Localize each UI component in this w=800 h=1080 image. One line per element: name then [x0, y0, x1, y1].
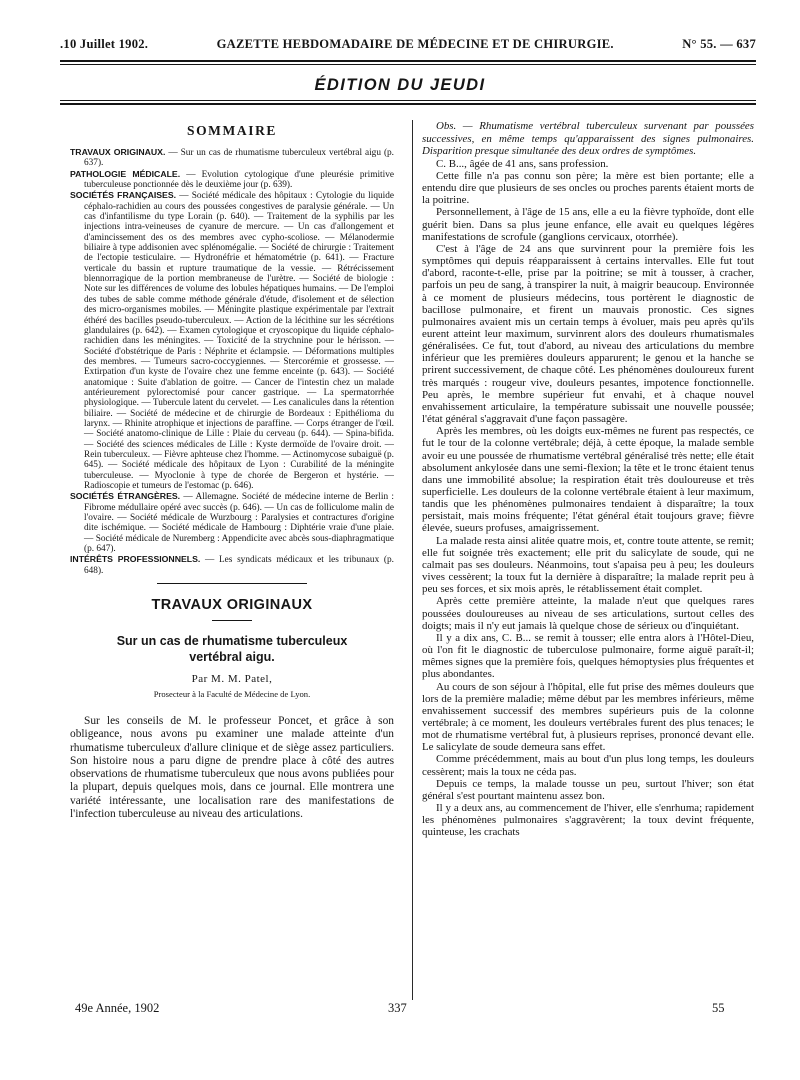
sommaire-title: SOMMAIRE — [186, 123, 278, 138]
article-title-line-1: Sur un cas de rhumatisme tuberculeux — [116, 634, 348, 649]
summary-item — [70, 491, 394, 554]
summary-item-text: — Les syndicats médicaux et les tribunaux (p. 648). — [84, 555, 394, 576]
summary-item-text: — Allemagne. Société de médecine interne de Berlin : Fibrome médullaire opéré avec succès (p. 646). — Un cas de folliculome malin de l'ovaire. — Société médicale de Wurzbourg : Paralysies et contractures d'origine dite ischémique. — Société médicale de Hambourg : Diphtérie vraie d'une plaie. — Société médicale de Nuremberg : Appendicite avec abcès sous-diaphragmatique (p. 647). — [84, 492, 394, 555]
article-paragraph: Après cette première atteinte, la malade n'eut que quelques rares poussées douloureuses au niveau de ses articulations, surtout celles des doigts; mais il n'y eut jamais là quelque chose de sérieux ou d'inquiétant. — [422, 595, 754, 632]
summary-item — [70, 147, 394, 169]
article-paragraph: C. B..., âgée de 41 ans, sans profession. — [436, 157, 609, 170]
left-column — [70, 120, 394, 1000]
summary-list — [70, 147, 394, 576]
summary-item-text: — Société médicale des hôpitaux : Cytologie du liquide céphalo-rachidien au cours des poussées congestives de paralysie générale. — Un cas d'infantilisme du type Lorain (p. 640). — Traitement de la syphilis par les injections intra-veineuses de cyanure de mercure. — Un cas d'allongement et d'amincissement des os des membres avec cypho-scoliose. — Mélanodermie biliaire à type addisonien avec splénomégalie. — Société de chirurgie : Traitement de l'ectopie testiculaire. — Hydronéfrie et hématométrie (p. 641). — Fracture verticale du bassin et rupture traumatique de la vessie. — Rétrécissement blennorragique de la portion membraneuse de l'urètre. — Société de biologie : Note sur les différences de volume des lobules hépatiques humains. — De l'emploi des tubes de sable comme méthode générale d'étude, d'isolement et de sélection des micro-organismes mobiles. — Méningite plastique expérimentale par l'extrait éthéré des bacilles pseudo-tuberculeux. — Action de la lécithine sur les sécrétions glandulaires (p. 642). — Examen cytologique et cryoscopique du liquide céphalo-rachidien dans les méningites. — Toxicité de la strychnine pour le hérisson. — Société d'obstétrique de Paris : Néphrite et éclampsie. — Déformations multiples des membres. — Tumeurs sacro-coccygiennes. — Stercorémie et grossesse. — Extirpation d'un kyste de l'ovaire chez une femme enceinte (p. 643). — Société anatomique : Suite d'ablation de goitre. — Cancer de l'intestin chez un malade antérieurement pylorectomisé pour cancer gastrique. — La spermatorrhée physiologique. — Tubercule latent du cervelet. — Les canalicules dans la rétention biliaire. — Société de médecine et de chirurgie de Bordeaux : Epithélioma du larynx. — Rhinite atrophique et injections de paraffine. — Corps étranger de l'œil. — Société anatomo-clinique de Lille : Plaie du cerveau (p. 644). — Spina-bifida. — Société des sciences médicales de Lille : Kyste dermoïde de l'ovaire droit. — Rein tuberculeux. — Fièvre aphteuse chez l'homme. — Actinomycose subaiguë (p. 645). — Société médicale des hôpitaux de Lyon : Curabilité de la méningite tuberculeuse. — Myoclonie à type de chorée de Bergeron et hystérie. — Radioscopie et tumeurs de l'estomac (p. 646). — [84, 191, 394, 491]
header-rule-thin — [60, 64, 756, 65]
summary-item — [70, 554, 394, 576]
summary-item-heading: TRAVAUX ORIGINAUX. — [70, 147, 166, 157]
article-paragraph: Personnellement, à l'âge de 15 ans, elle a eu la fièvre typhoïde, dont elle guérit bien. Dans sa plus jeune enfance, elle avait eu quelques légères manifestations de scrofule (ganglions cervicaux, otorrhée). — [422, 206, 754, 243]
footer-sheet-number: 55 — [712, 1001, 725, 1015]
article-paragraph: Il y a deux ans, au commencement de l'hiver, elle s'enrhuma; rapidement les phénomènes pulmonaires s'aggravèrent; la toux devint fréquente, quinteuse, les crachats — [422, 802, 754, 839]
header-issue-page: N° 55. — 637 — [682, 37, 756, 51]
summary-item-heading: SOCIÉTÉS ÉTRANGÈRES. — [70, 491, 181, 502]
section-separator — [157, 583, 307, 584]
section-title-rule — [212, 620, 252, 621]
edition-rule-thick — [60, 103, 756, 105]
summary-item — [70, 169, 394, 191]
article-paragraph: Au cours de son séjour à l'hôpital, elle fut prise des mêmes douleurs que lors de la première maladie; même début par les membres inférieurs, même envahissement successif des membres supérieurs puis de la colonne vertébrale; à ce moment, les douleurs vertébrales furent des plus tenaces; le mot de rhumatisme vertébral fut, à plusieurs reprises, prononcé devant elle. Le salicylate de soude demeura sans effet. — [422, 680, 754, 754]
author-affiliation: Prosecteur à la Faculté de Médecine de Lyon. — [153, 689, 311, 700]
header-rule-thick — [60, 60, 756, 62]
observation-title: Obs. — Rhumatisme vertébral tuberculeux survenant par poussées successives, en même temps qu'apparaissent des signes pulmonaires. Disparition presque simultanée des deux ordres de symptômes. — [422, 120, 754, 158]
article-paragraph: Cette fille n'a pas connu son père; la mère est bien portante; elle a entendu dire que plusieurs de ses oncles ou proches parents étaient morts de la poitrine. — [422, 169, 754, 207]
footer-volume-year: 49e Année, 1902 — [75, 1001, 160, 1015]
edition-banner: ÉDITION DU JEUDI — [314, 76, 486, 94]
summary-item-text: — Evolution cytologique d'une pleurésie primitive tuberculeuse ponctionnée dès le deuxième jour (p. 639). — [84, 169, 394, 191]
section-title: TRAVAUX ORIGINAUX — [151, 597, 313, 614]
article-paragraph: Depuis ce temps, la malade tousse un peu, surtout l'hiver; son état général s'est pourtant maintenu assez bon. — [422, 777, 754, 802]
article-paragraph: Comme précédemment, mais au bout d'un plus long temps, les douleurs cessèrent; mais la toux ne céda pas. — [422, 753, 754, 778]
right-column — [422, 120, 754, 1000]
author-byline: Par M. M. Patel, — [191, 673, 273, 686]
edition-rule-thin — [60, 100, 756, 101]
summary-item — [70, 190, 394, 491]
article-paragraph: Après les membres, où les doigts eux-mêmes ne furent pas respectés, ce fut le tour de la colonne vertébrale; déjà, à cette époque, la malade semble avoir eu une poussée de rhumatisme vertébral généralisé très nette; elle était absolument ankylosée dans une semi-flexion; la tête et le tronc étaient tenus dans une immobilité absolue; la respiration était très douloureuse et très superficielle. Les douleurs de la colonne vertébrale étaient à leur maximum, tandis que les phénomènes pulmonaires tendaient à disparaître; la toux persistait, mais moins fréquente; l'état général était toujours grave; fièvre élevée, sueurs profuses, amaigrissement. — [422, 425, 754, 535]
summary-item-heading: PATHOLOGIE MÉDICALE. — [70, 168, 181, 179]
article-paragraph: La malade resta ainsi alitée quatre mois, et, contre toute attente, se remit; elle fut soignée très exactement; elle prit du salicylate de soude, qui ne calmait pas ses douleurs. Néanmoins, tout s'apaisa peu à peu; les douleurs vives cessèrent; la toux fut la dernière à disparaître; la malade reprit peu à peu ses forces, et six mois après, le rétablissement était complet. — [422, 534, 754, 596]
article-paragraph: Il y a dix ans, C. B... se remit à tousser; elle entra alors à l'Hôtel-Dieu, où l'on fit le diagnostic de tuberculose pulmonaire, forme aiguë paraît-il; mêmes signes que la première fois, quelques hémoptysies plus fréquentes et plus abondantes. — [422, 631, 754, 681]
article-paragraph: C'est à l'âge de 24 ans que survinrent pour la première fois les symptômes qui depuis réapparaissent à certains intervalles. Elle fut tout d'abord, raconte-t-elle, prise par la poitrine; se mit à tousser, à cracher, parfois un peu de sang, à transpirer la nuit, à maigrir beaucoup. Environnée à ce moment de plusieurs médecins, tous portèrent le diagnostic de bacillose pulmonaire, et firent un mauvais pronostic. Ces signes pulmonaires avaient mis un certain temps à évoluer, mais peu après qu'ils eurent atteint leur maximum, survinrent alors des douleurs rhumatismales généralisées. Ce fut, tout d'abord, au niveau des articulations du membre inférieur que les premières douleurs apparurent; le genou et la hanche se prirent successivement, de chaque côté. Les phénomènes douloureux furent très marqués : rougeur vive, douleurs pesantes, impotence fonctionnelle. Peu après, le membre supérieur fut envahi, et à chaque nouvel envahissement articulaire, la température subissait une nouvelle poussée; l'état général s'aggravait d'une façon passagère. — [422, 242, 754, 426]
header-date: .10 Juillet 1902. — [60, 37, 149, 51]
summary-item-heading: SOCIÉTÉS FRANÇAISES. — [70, 190, 177, 201]
column-divider — [412, 120, 413, 1000]
summary-item-heading: INTÉRÊTS PROFESSIONNELS. — [70, 554, 201, 565]
footer-page-number: 337 — [388, 1001, 407, 1015]
header-journal-title: GAZETTE HEBDOMADAIRE DE MÉDECINE ET DE CHIRURGIE. — [216, 37, 614, 51]
running-header — [60, 37, 756, 57]
article-title-line-2: vertébral aigu. — [189, 650, 275, 665]
summary-item-text: — Sur un cas de rhumatisme tuberculeux vertébral aigu (p. 637). — [84, 148, 394, 169]
article-intro: Sur les conseils de M. le professeur Poncet, et grâce à son obligeance, nous avons pu examiner une malade atteinte d'un rhumatisme tuberculeux d'allure clinique et de siège assez particuliers. Son histoire nous a paru digne de prendre place à côté des autres observations de rhumatisme tuberculeux que nous avons publiées pour la plupart, depuis quelques mois, dans ce journal. Elle montrera une variété intéressante, une localisation rare des manifestations de l'infection tuberculeuse au niveau des articulations. — [70, 715, 394, 820]
